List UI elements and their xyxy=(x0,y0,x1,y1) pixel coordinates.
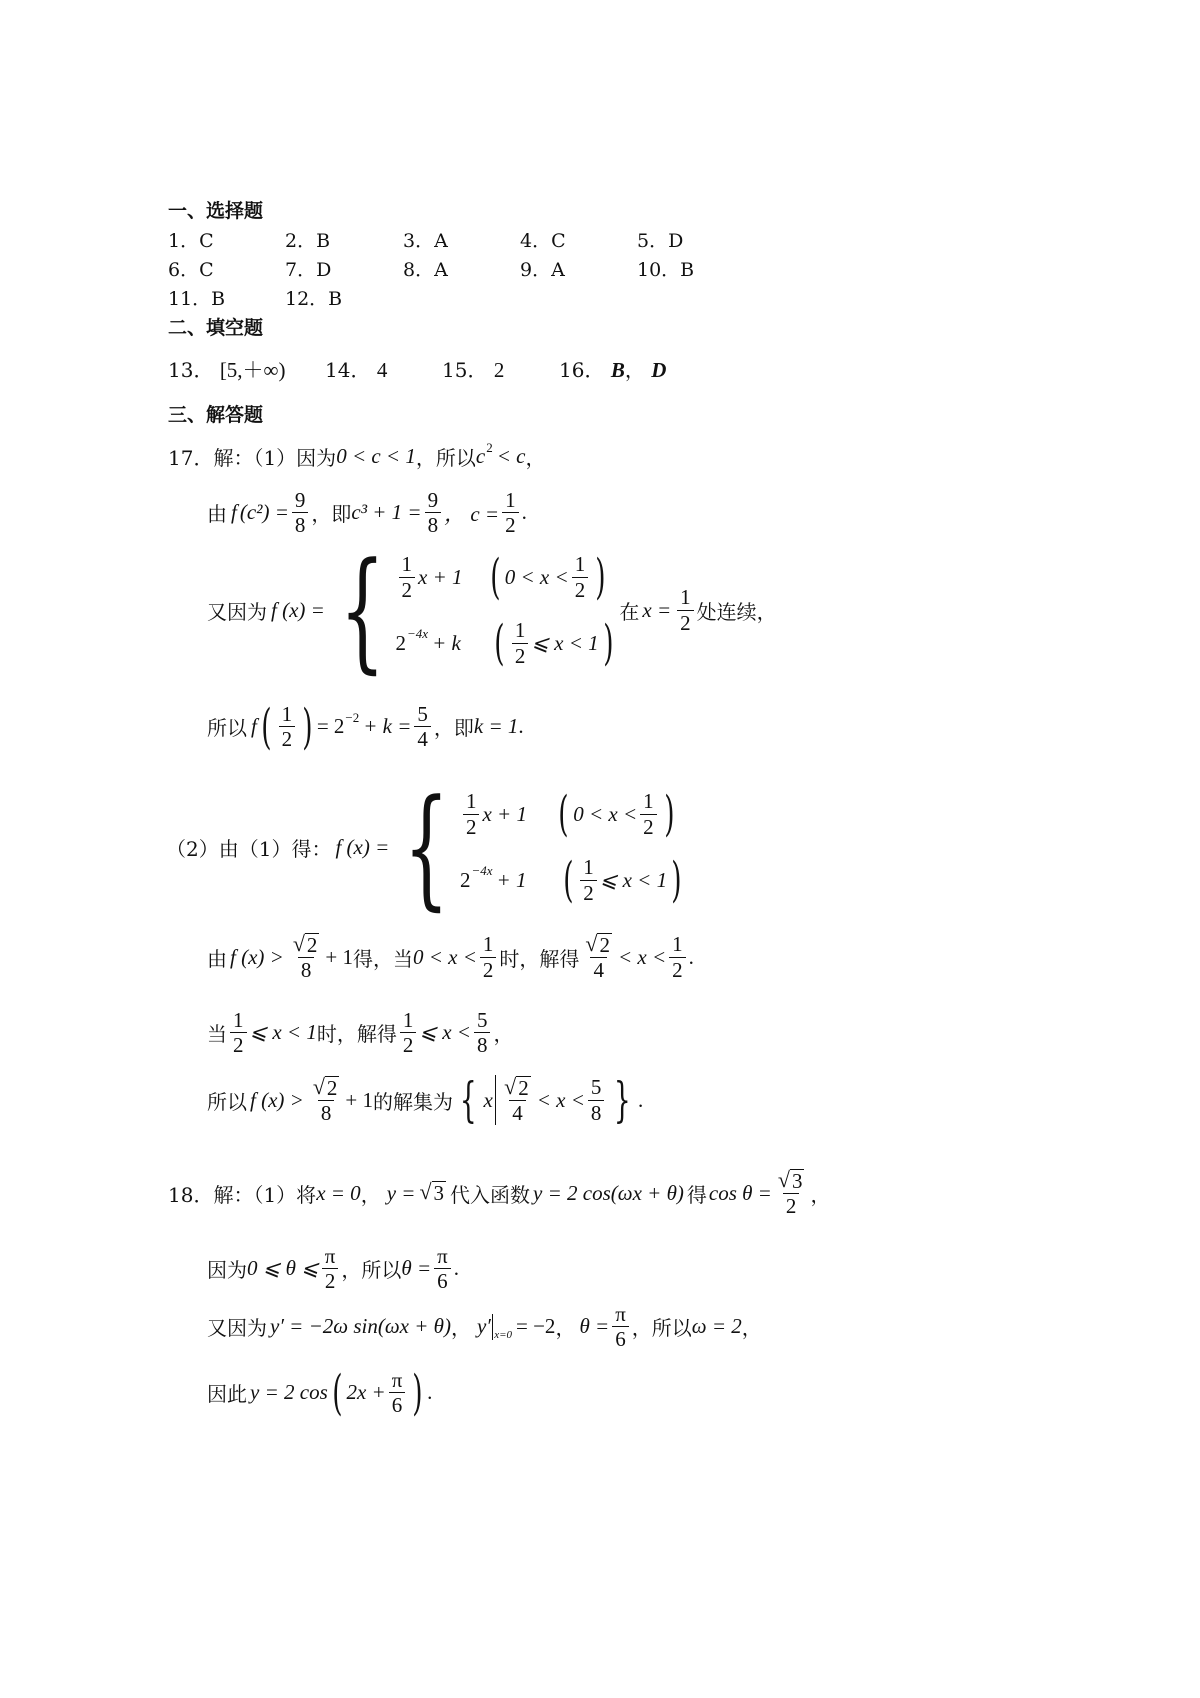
p18-end: ， xyxy=(810,1182,831,1207)
frac-pi-6 xyxy=(434,1244,451,1293)
radical-sign: √ xyxy=(585,931,598,956)
frac-den: 4 xyxy=(414,726,431,751)
answer-5: 5．D xyxy=(637,230,684,252)
frac-num: 1 xyxy=(583,855,594,880)
p17-l4-ji: ，即 xyxy=(433,716,474,741)
frac-num: 1 xyxy=(672,932,683,957)
radicand: 3 xyxy=(433,1181,445,1206)
answer-2: 2．B xyxy=(285,230,331,252)
answer-3: 3．A xyxy=(403,230,448,252)
frac-den: 8 xyxy=(298,957,315,982)
p18-l3-comma2: ， xyxy=(555,1316,576,1341)
p17-l2-ji: ，即 xyxy=(311,502,352,527)
paren-right: ) xyxy=(671,852,682,908)
frac-den: 2 xyxy=(463,814,480,839)
case1-cond: 0 < x < xyxy=(504,564,569,589)
frac-den: 6 xyxy=(434,1268,451,1293)
fill-14-label: 14． xyxy=(325,358,371,382)
p17-l3-tail: 处连续， xyxy=(696,599,777,624)
frac-1-2 xyxy=(230,1008,247,1057)
p17-label: 17．解：（1）因为 xyxy=(168,446,337,470)
frac-den: 2 xyxy=(399,577,416,602)
radicand: 2 xyxy=(599,933,610,957)
p18-get: 得 xyxy=(686,1182,707,1207)
paren-right: ) xyxy=(302,698,313,755)
set-brace-right: } xyxy=(614,1072,632,1129)
p17-c2: c xyxy=(475,444,486,468)
p17-l4-mid: = 2 xyxy=(316,714,345,739)
answer-9: 9．A xyxy=(520,259,565,281)
frac-den: 2 xyxy=(400,1032,417,1057)
p17-line1 xyxy=(168,439,546,471)
p17-l8-pre: 所以 xyxy=(207,1089,247,1114)
frac-num: 5 xyxy=(417,702,428,726)
radicand: 3 xyxy=(791,1169,803,1193)
p17-line8 xyxy=(207,1072,644,1129)
p17-l3-post: 在 xyxy=(619,599,640,624)
radical-sign: √ xyxy=(292,931,305,956)
p18-l2-range: 0 ⩽ θ ⩽ xyxy=(247,1256,319,1281)
answer-8: 8．A xyxy=(403,259,448,281)
sqrt xyxy=(504,1076,531,1100)
p18-l2-pre: 因为 xyxy=(207,1258,247,1283)
p17-l6-f: f (x) > xyxy=(230,944,284,969)
p17-l4-pre: 所以 xyxy=(207,716,247,741)
paren-left: ( xyxy=(490,549,501,605)
fill-16-sep: ， xyxy=(624,358,645,382)
frac-num: 1 xyxy=(401,552,413,577)
radical-sign: √ xyxy=(419,1179,432,1205)
p17-l2-period: . xyxy=(521,500,527,525)
p18-l3-yp: y′ xyxy=(476,1314,491,1339)
p17-l7-shi: 时，解得 xyxy=(316,1022,397,1047)
p17-l6-pre: 由 xyxy=(207,946,227,971)
p18-l3-pre: 又因为 xyxy=(207,1316,267,1341)
frac-1-2 xyxy=(400,1008,417,1057)
frac-5-8 xyxy=(588,1075,605,1124)
piecewise-cases-1 xyxy=(396,547,618,673)
frac-den: 8 xyxy=(318,1100,335,1125)
frac-den: 2 xyxy=(572,577,589,602)
paren-left: ( xyxy=(261,698,272,755)
fill-16-b: B xyxy=(610,358,625,382)
p18-comma: ， xyxy=(360,1182,381,1207)
section-title-choice: 一、选择题 xyxy=(168,200,264,222)
frac-den: 4 xyxy=(590,957,607,982)
p18-x0: x = 0 xyxy=(316,1180,361,1205)
p17-l8-x: x xyxy=(483,1087,493,1112)
frac-sqrt2-8 xyxy=(310,1075,343,1125)
p17-l3-fx: f (x) = xyxy=(271,597,325,622)
eval-bar xyxy=(492,1314,493,1340)
p17-l6-shi: 时，解得 xyxy=(499,946,580,971)
p17-l2-c: ， c = xyxy=(444,501,500,526)
left-brace: { xyxy=(403,771,450,923)
p17-c2-exp: 2 xyxy=(486,439,493,455)
p17-l2-f: f xyxy=(231,500,237,525)
p17-l8-period: . xyxy=(637,1087,644,1112)
set-brace-left: { xyxy=(459,1072,477,1129)
p17-l6-period: . xyxy=(688,944,694,969)
p17-p2-pre: （2）由（1）得： xyxy=(166,836,332,861)
frac-sqrt2-4 xyxy=(582,932,615,982)
answer-12: 12．B xyxy=(285,288,343,310)
p17-line4 xyxy=(207,698,524,755)
frac-num: π xyxy=(615,1302,626,1326)
p18-line1 xyxy=(168,1168,830,1218)
p18-line2 xyxy=(207,1244,459,1293)
fill-13-value: [5,＋∞) xyxy=(219,358,286,382)
frac-den: 2 xyxy=(669,957,686,982)
p18-l3-sub: x=0 xyxy=(494,1328,512,1341)
case1-cond: 0 < x < xyxy=(573,801,638,826)
case-2 xyxy=(460,850,686,910)
p17-l7-b: ⩽ x < xyxy=(419,1020,471,1045)
p18-func: y = 2 cos(ωx + θ) xyxy=(533,1180,684,1205)
set-bar xyxy=(495,1075,496,1125)
p17-lt-c: < c xyxy=(496,444,526,468)
p17-l4-f: f xyxy=(251,714,257,739)
frac-den: 8 xyxy=(588,1100,605,1125)
frac-num: 5 xyxy=(476,1008,488,1032)
fill-answer-13 xyxy=(168,354,286,384)
frac-num: 1 xyxy=(465,789,477,814)
p18-sqrt3 xyxy=(419,1181,446,1205)
p17-l8-f: f (x) > xyxy=(250,1087,304,1112)
frac-sqrt3-2 xyxy=(775,1168,808,1218)
case2-cond: ⩽ x < 1 xyxy=(599,867,668,892)
sqrt xyxy=(293,933,320,957)
frac-den: 2 xyxy=(783,1193,800,1218)
p17-line3 xyxy=(207,534,777,686)
p18-line3 xyxy=(207,1302,762,1351)
p17-end: ， xyxy=(525,446,546,470)
case-1 xyxy=(460,784,686,844)
frac-num: 1 xyxy=(505,488,516,512)
fill-15-value: 2 xyxy=(493,358,505,382)
p17-l2-c3: c³ + 1 = xyxy=(351,500,422,525)
p18-sub-into: 代入函数 xyxy=(450,1182,531,1207)
p17-l2-arg: (c²) = xyxy=(239,500,289,525)
frac-pi-2 xyxy=(322,1244,339,1293)
case2-base: 2 xyxy=(395,630,407,655)
radicand: 2 xyxy=(518,1076,529,1100)
frac-num: π xyxy=(437,1244,448,1268)
p17-line5 xyxy=(166,771,686,923)
frac-den: 2 xyxy=(322,1268,339,1293)
p18-l3-deriv: y′ = −2ω sin(ωx + θ) xyxy=(270,1314,451,1339)
fill-answer-14 xyxy=(325,354,387,383)
case1-expr: x + 1 xyxy=(482,801,527,826)
p18-l2-so: ，所以 xyxy=(341,1258,402,1283)
section-title-fill: 二、填空题 xyxy=(168,317,264,339)
frac-num: 1 xyxy=(514,618,526,643)
p17-line2 xyxy=(207,488,527,537)
p17-l6-cond: 0 < x < xyxy=(412,944,477,969)
p17-l8-mid: 的解集为 xyxy=(372,1089,453,1114)
sqrt xyxy=(778,1169,805,1193)
frac-den: 2 xyxy=(677,610,694,635)
frac-1-2 xyxy=(572,552,589,601)
radicand: 2 xyxy=(306,933,318,957)
frac-num: 9 xyxy=(294,488,306,512)
paren-right: ) xyxy=(595,549,606,605)
p18-cos: cos θ = xyxy=(708,1180,772,1205)
frac-num: 1 xyxy=(402,1008,414,1032)
fill-answer-16 xyxy=(559,354,666,383)
fill-13-label: 13． xyxy=(168,358,214,382)
answer-7: 7．D xyxy=(285,259,332,281)
p18-l3-val: = −2 xyxy=(516,1314,556,1339)
frac-pi-6 xyxy=(612,1302,629,1351)
p17-l7-a: ⩽ x < 1 xyxy=(249,1020,317,1045)
p17-l8-plus: + 1 xyxy=(345,1087,373,1112)
p17-p2-fx: f (x) = xyxy=(335,834,390,859)
p18-l2-period: . xyxy=(453,1256,459,1281)
frac-num: 1 xyxy=(643,789,654,814)
p17-l7-end: ， xyxy=(493,1022,514,1047)
p18-y-eq: y = xyxy=(386,1180,416,1205)
frac-den: 8 xyxy=(292,512,309,537)
frac-den: 2 xyxy=(502,512,519,537)
frac-1-2 xyxy=(480,932,497,981)
radicand: 2 xyxy=(326,1076,338,1100)
paren-left: ( xyxy=(558,786,570,842)
answer-11: 11．B xyxy=(168,288,226,310)
frac-den: 2 xyxy=(512,643,529,668)
frac-1-2 xyxy=(580,855,597,904)
p17-l4-period: . xyxy=(518,714,524,739)
paren-right: ) xyxy=(663,786,675,842)
p17-l4-k: + k = xyxy=(363,714,412,739)
p17-l3-x: x = xyxy=(642,597,672,622)
frac-den: 2 xyxy=(640,814,657,839)
frac-den: 2 xyxy=(279,726,296,751)
frac-num: 1 xyxy=(233,1008,244,1032)
frac-den: 6 xyxy=(612,1326,629,1351)
frac-den: 6 xyxy=(389,1392,406,1417)
p17-cond: 0 < c < 1 xyxy=(336,444,416,468)
frac-num: 9 xyxy=(427,488,439,512)
p17-l3-pre: 又因为 xyxy=(207,599,267,624)
p18-l4-y: y = 2 cos xyxy=(250,1380,328,1405)
answer-6: 6．C xyxy=(168,259,214,281)
p18-l3-so: ，所以 xyxy=(631,1316,692,1341)
frac-num xyxy=(310,1075,343,1100)
p18-l4-period: . xyxy=(427,1380,433,1405)
frac-1-2 xyxy=(463,789,480,838)
frac-den: 4 xyxy=(509,1100,526,1125)
frac-sqrt2-4 xyxy=(501,1075,534,1125)
frac-1-2 xyxy=(669,932,686,981)
frac-5-8 xyxy=(474,1008,491,1057)
frac-1-2 xyxy=(640,789,657,838)
fill-answer-15 xyxy=(442,354,504,383)
p18-l3-comma: ， xyxy=(450,1316,471,1341)
frac-num: π xyxy=(391,1368,403,1392)
case1-expr: x + 1 xyxy=(418,564,463,589)
p18-l4-pre: 因此 xyxy=(207,1382,247,1407)
p17-l2-you: 由 xyxy=(207,502,227,527)
frac-num: 5 xyxy=(590,1075,602,1100)
section-title-solve: 三、解答题 xyxy=(168,404,264,426)
fill-16-d: D xyxy=(651,358,667,382)
sqrt xyxy=(313,1076,340,1100)
paren-right: ) xyxy=(412,1364,423,1421)
case-2 xyxy=(396,613,618,673)
frac-num: 1 xyxy=(482,932,494,957)
frac-num xyxy=(582,932,615,957)
p17-l6-de: 得，当 xyxy=(352,946,413,971)
answer-4: 4．C xyxy=(520,230,566,252)
frac-num: π xyxy=(324,1244,336,1268)
paren-left: ( xyxy=(331,1364,343,1421)
case-1 xyxy=(396,547,618,607)
frac-1-2 xyxy=(399,552,416,601)
paren-left: ( xyxy=(562,852,574,908)
radical-sign: √ xyxy=(312,1074,325,1099)
answer-10: 10．B xyxy=(637,259,695,281)
frac-num: 1 xyxy=(281,702,293,726)
fill-16-label: 16． xyxy=(559,358,605,382)
p17-so: ，所以 xyxy=(415,446,476,470)
frac-1-2 xyxy=(677,585,694,634)
radical-sign: √ xyxy=(777,1167,790,1192)
left-brace: { xyxy=(339,534,385,686)
frac-den: 8 xyxy=(425,512,442,537)
case2-exp: −4x xyxy=(407,626,429,641)
case2-base: 2 xyxy=(459,867,471,892)
frac-5-4 xyxy=(414,702,431,751)
frac-sqrt2-8 xyxy=(290,932,323,982)
p18-label: 18．解：（1）将 xyxy=(168,1182,317,1207)
case2-expr: + k xyxy=(432,630,461,655)
frac-num: 1 xyxy=(574,552,586,577)
p17-line6 xyxy=(207,932,694,982)
p17-l8-lt: < x < xyxy=(536,1087,585,1112)
frac-num xyxy=(501,1075,534,1100)
fill-14-value: 4 xyxy=(376,358,388,382)
p17-l4-exp: −2 xyxy=(345,709,360,725)
p18-l4-arg: 2x + xyxy=(346,1380,386,1405)
frac-den: 2 xyxy=(480,957,497,982)
frac-num xyxy=(775,1168,808,1193)
frac-den: 8 xyxy=(474,1032,491,1057)
p18-l3-th: θ = xyxy=(579,1314,610,1339)
case2-exp: −4x xyxy=(471,863,493,878)
answer-1: 1．C xyxy=(168,230,214,252)
case2-expr: + 1 xyxy=(496,867,527,892)
frac-1-2 xyxy=(512,618,529,667)
frac-den: 2 xyxy=(230,1032,247,1057)
p18-l2-theta: θ = xyxy=(401,1256,432,1281)
fill-15-label: 15． xyxy=(442,358,488,382)
paren-right: ) xyxy=(602,615,614,671)
radical-sign: √ xyxy=(504,1074,517,1099)
frac-1-2 xyxy=(279,702,296,751)
frac-9-8-b xyxy=(425,488,442,537)
frac-pi-6 xyxy=(389,1368,406,1417)
frac-9-8-a xyxy=(292,488,309,537)
p18-l3-end: ， xyxy=(741,1316,762,1341)
frac-1-2-a xyxy=(502,488,519,537)
frac-num: 1 xyxy=(680,585,691,610)
p18-l3-omega: ω = 2 xyxy=(691,1314,742,1339)
sqrt xyxy=(585,933,612,957)
p18-line4 xyxy=(207,1364,433,1421)
frac-den: 2 xyxy=(580,880,597,905)
p17-l6-lt: < x < xyxy=(617,944,667,969)
p17-l4-res: k = 1 xyxy=(473,714,519,739)
p17-line7 xyxy=(207,1008,513,1057)
piecewise-cases-2 xyxy=(460,784,686,910)
p17-l6-plus: + 1 xyxy=(325,944,353,969)
p17-l7-pre: 当 xyxy=(207,1022,227,1047)
case2-cond: ⩽ x < 1 xyxy=(531,630,599,655)
frac-num xyxy=(290,932,323,957)
paren-left: ( xyxy=(494,615,505,671)
